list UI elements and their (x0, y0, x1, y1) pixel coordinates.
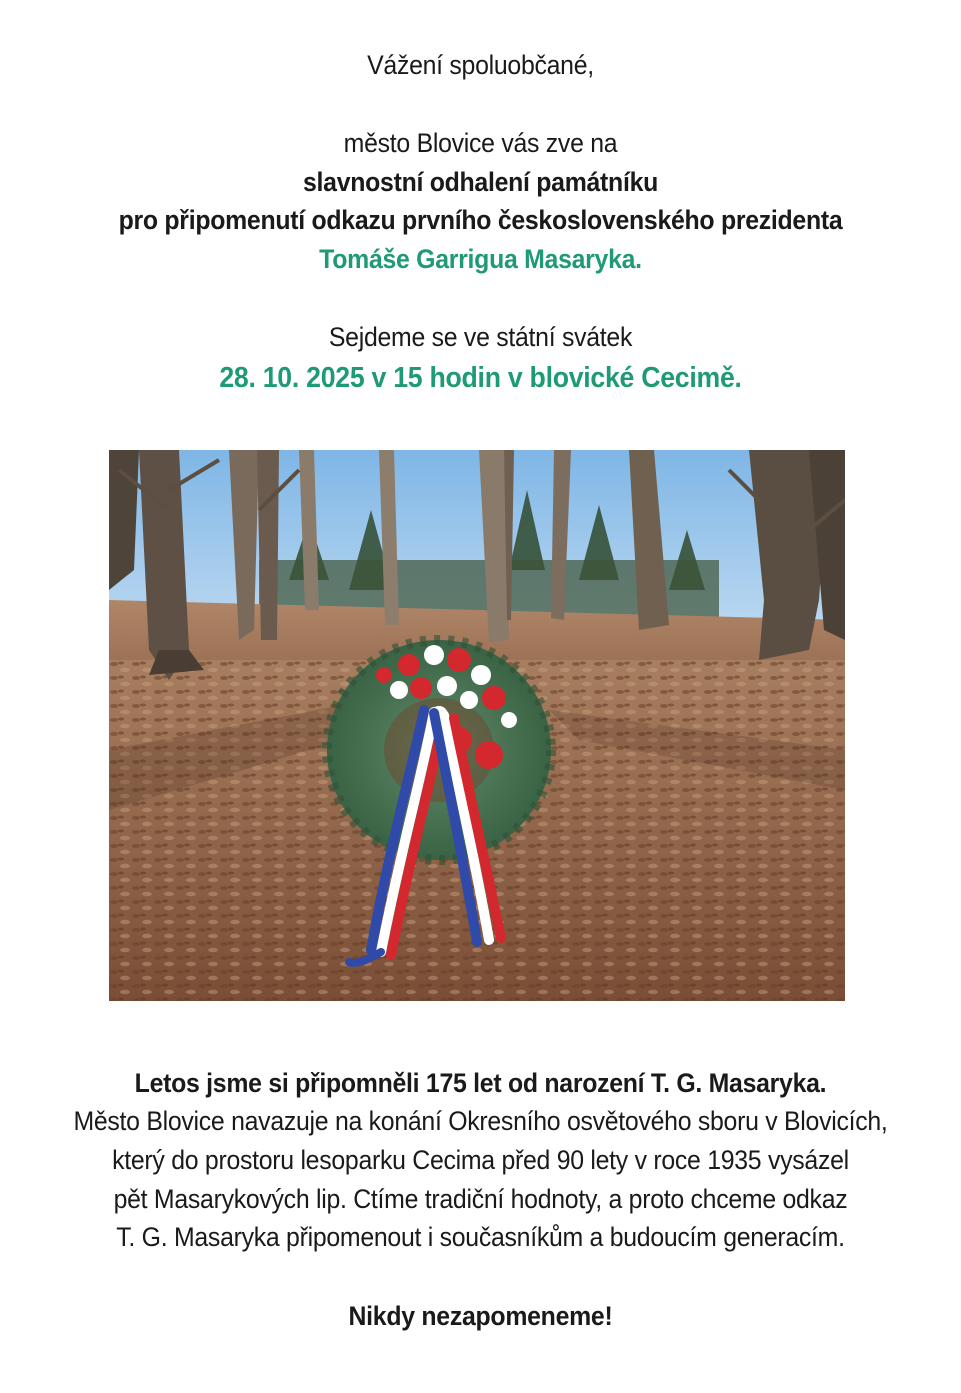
body-line-1: Město Blovice navazuje na konání Okresního osvětového sboru v Blovicích, (73, 1106, 888, 1136)
memorial-wreath-photo (109, 450, 845, 1001)
greeting: Vážení spoluobčané, (367, 50, 594, 80)
intro-text: město Blovice vás zve na (343, 128, 618, 158)
body-line-3: pět Masarykových lip. Ctíme tradiční hodnoty, a proto chceme odkaz (113, 1184, 848, 1214)
meeting-intro: Sejdeme se ve státní svátek (328, 322, 633, 352)
body-line-4: T. G. Masaryka připomenout i současníkům a budoucím generacím. (116, 1222, 845, 1252)
honoree-name: Tomáše Garrigua Masaryka. (319, 244, 642, 274)
event-title: slavnostní odhalení památníku (302, 167, 659, 197)
event-purpose: pro připomenutí odkazu prvního československého prezidenta (118, 205, 843, 235)
event-date-place: 28. 10. 2025 v 15 hodin v blovické Cecimě. (219, 362, 742, 394)
body-line-2: který do prostoru lesoparku Cecima před 90 lety v roce 1935 vysázel (112, 1145, 849, 1175)
closing-slogan: Nikdy nezapomeneme! (348, 1301, 613, 1331)
anniversary-headline: Letos jsme si připomněli 175 let od narození T. G. Masaryka. (134, 1068, 827, 1098)
